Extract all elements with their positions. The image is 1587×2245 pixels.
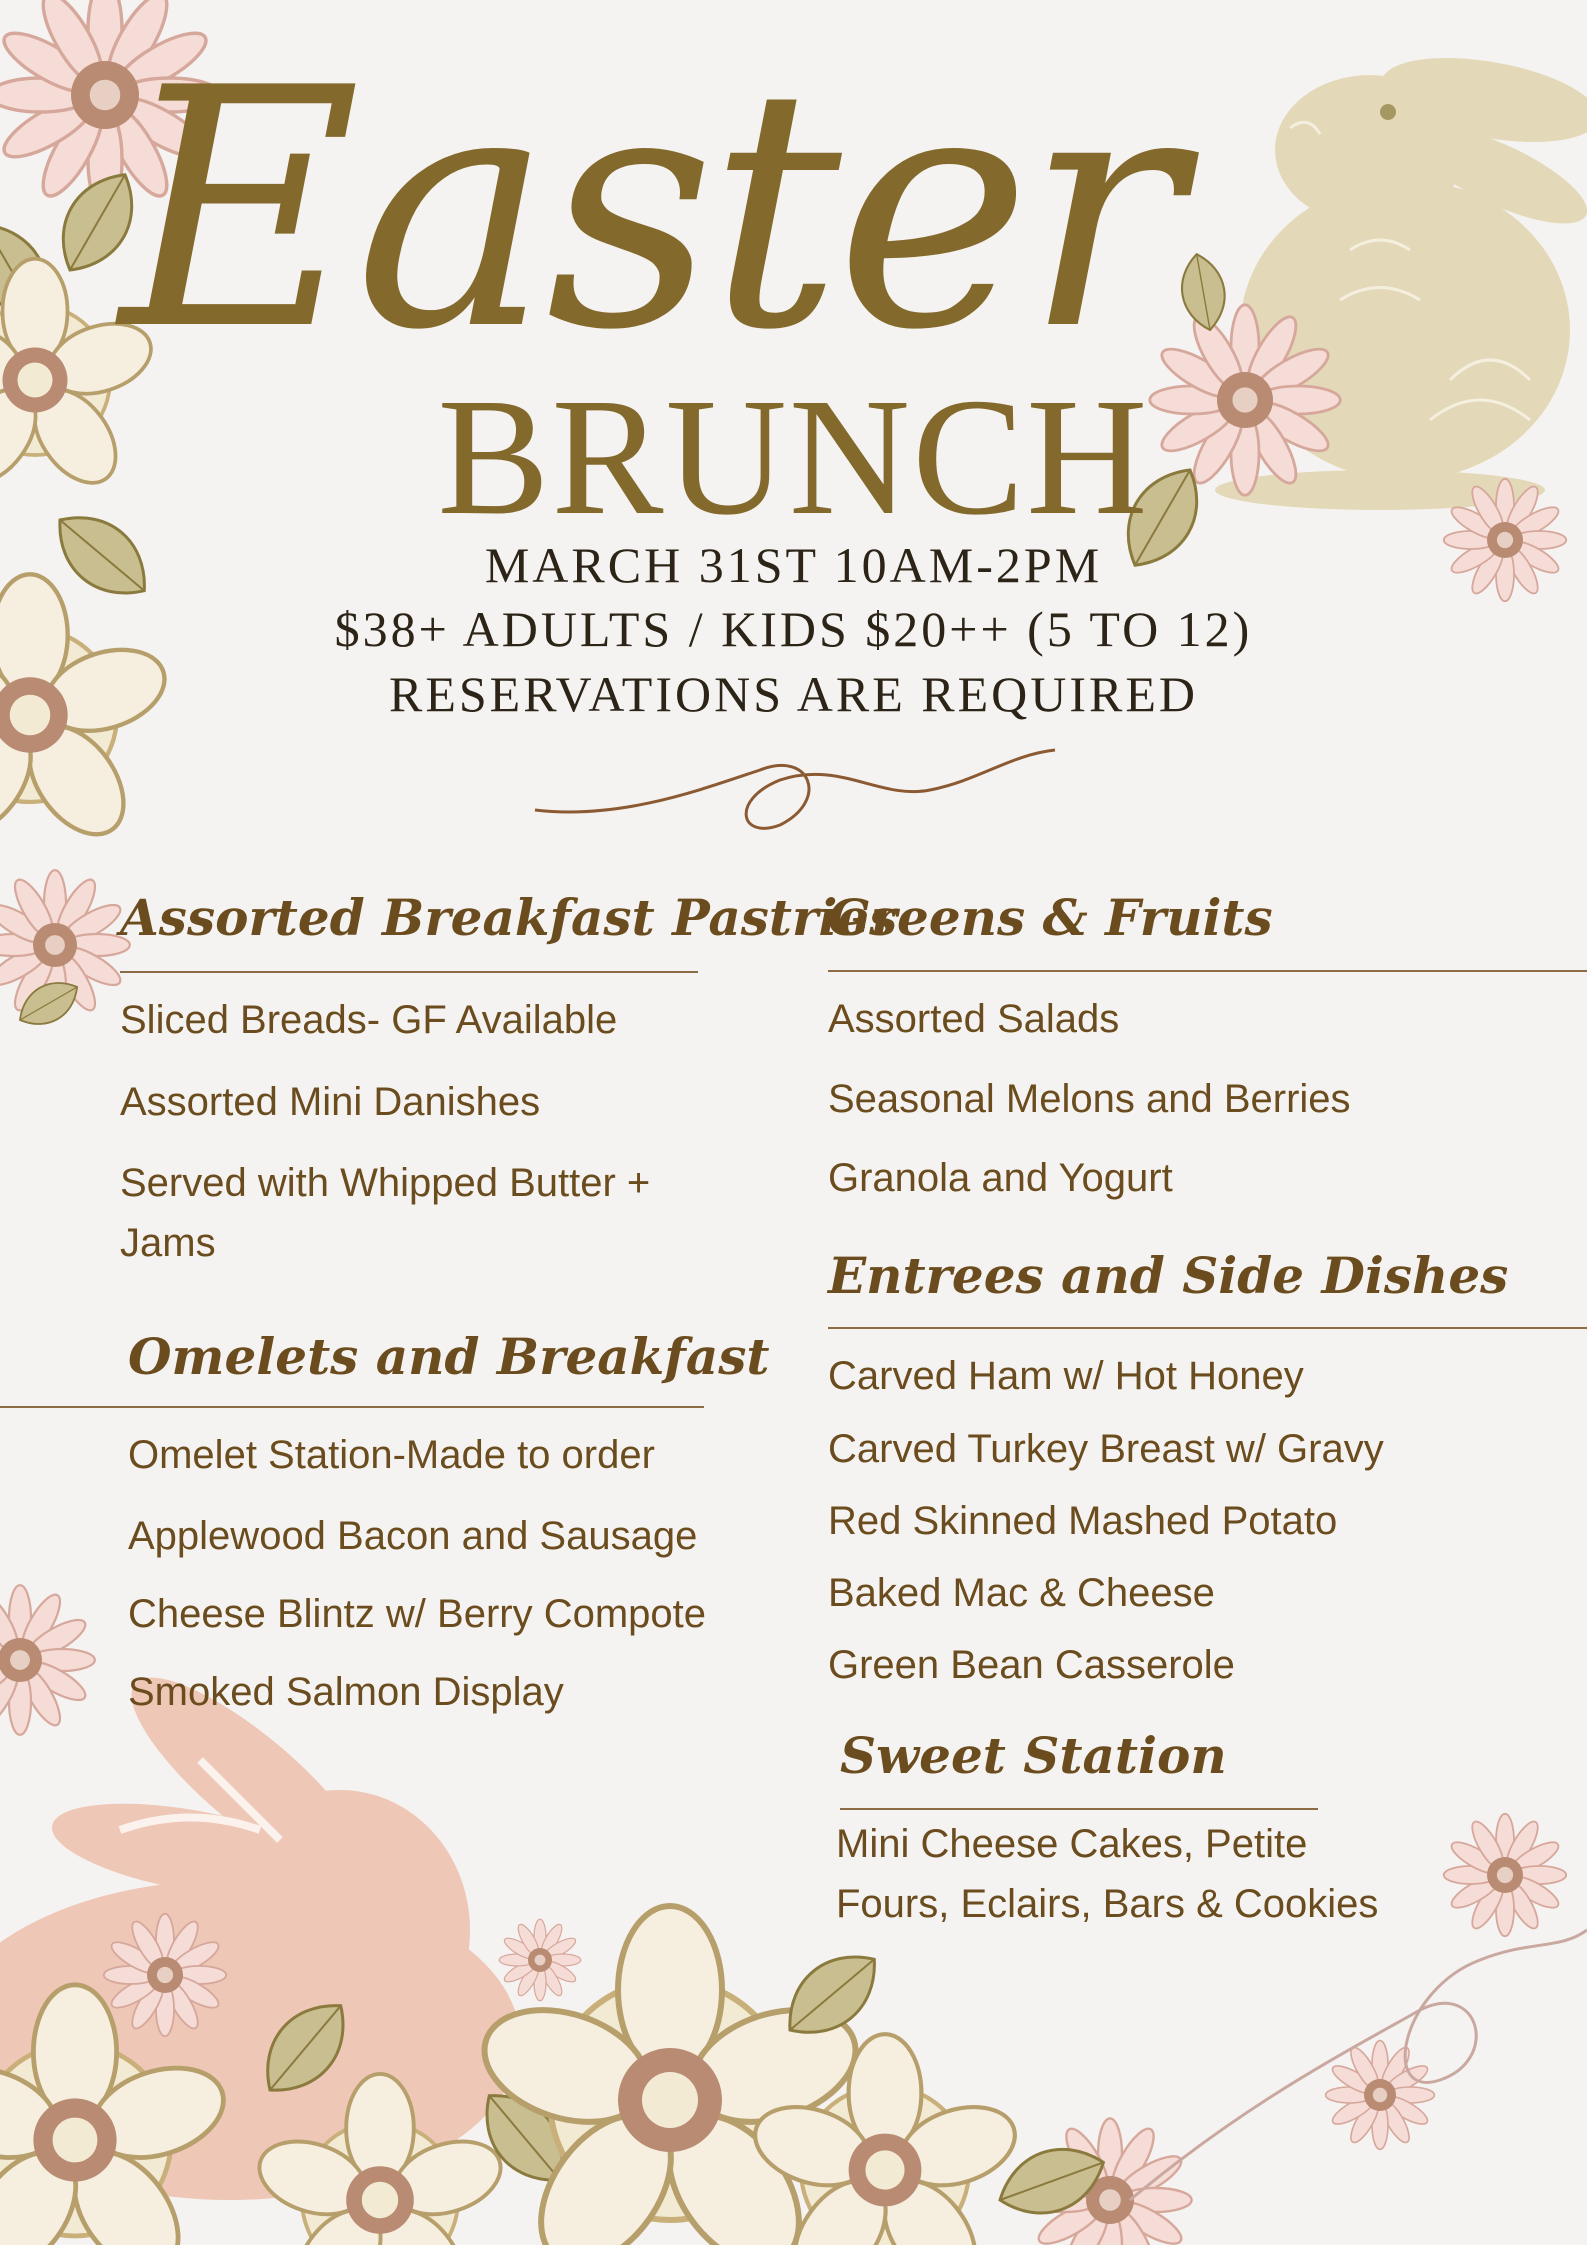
menu-item: Assorted Salads	[828, 997, 1120, 1041]
menu-item: Green Bean Casserole	[828, 1643, 1235, 1687]
menu-item: Omelet Station-Made to order	[128, 1433, 655, 1477]
section-title-omelets: Omelets and Breakfast	[128, 1327, 770, 1386]
swirl-divider-icon	[535, 750, 1055, 828]
menu-item: Granola and Yogurt	[828, 1156, 1173, 1200]
menu-item: Baked Mac & Cheese	[828, 1571, 1215, 1615]
title-script: Easter	[120, 18, 1177, 402]
section-divider	[840, 1808, 1318, 1810]
menu-item: Red Skinned Mashed Potato	[828, 1499, 1338, 1543]
section-title-entrees: Entrees and Side Dishes	[828, 1246, 1509, 1305]
menu-item: Assorted Mini Danishes	[120, 1080, 541, 1124]
section-divider	[120, 971, 698, 973]
title-brunch: BRUNCH	[437, 364, 1150, 550]
menu-item: Carved Turkey Breast w/ Gravy	[828, 1427, 1384, 1471]
section-divider	[828, 970, 1587, 972]
event-reservation-note: RESERVATIONS ARE REQUIRED	[388, 666, 1199, 722]
menu-item: Jams	[120, 1221, 216, 1265]
menu-item: Smoked Salmon Display	[128, 1670, 564, 1714]
menu-item: Applewood Bacon and Sausage	[128, 1514, 698, 1558]
section-divider	[828, 1327, 1587, 1329]
section-title-greens: Greens & Fruits	[828, 888, 1273, 947]
section-divider	[0, 1406, 704, 1408]
menu-item: Cheese Blintz w/ Berry Compote	[128, 1592, 707, 1636]
menu-item: Mini Cheese Cakes, Petite	[836, 1822, 1308, 1866]
menu-item: Fours, Eclairs, Bars & Cookies	[836, 1882, 1379, 1926]
event-date-time: MARCH 31ST 10AM-2PM	[484, 537, 1103, 593]
section-title-sweet: Sweet Station	[840, 1726, 1227, 1785]
section-title-pastries: Assorted Breakfast Pastries	[120, 888, 898, 947]
menu-item: Sliced Breads- GF Available	[120, 998, 618, 1042]
event-pricing: $38+ ADULTS / KIDS $20++ (5 TO 12)	[334, 601, 1253, 657]
menu-item: Seasonal Melons and Berries	[828, 1077, 1351, 1121]
menu-item: Served with Whipped Butter +	[120, 1161, 651, 1205]
menu-item: Carved Ham w/ Hot Honey	[828, 1354, 1304, 1398]
